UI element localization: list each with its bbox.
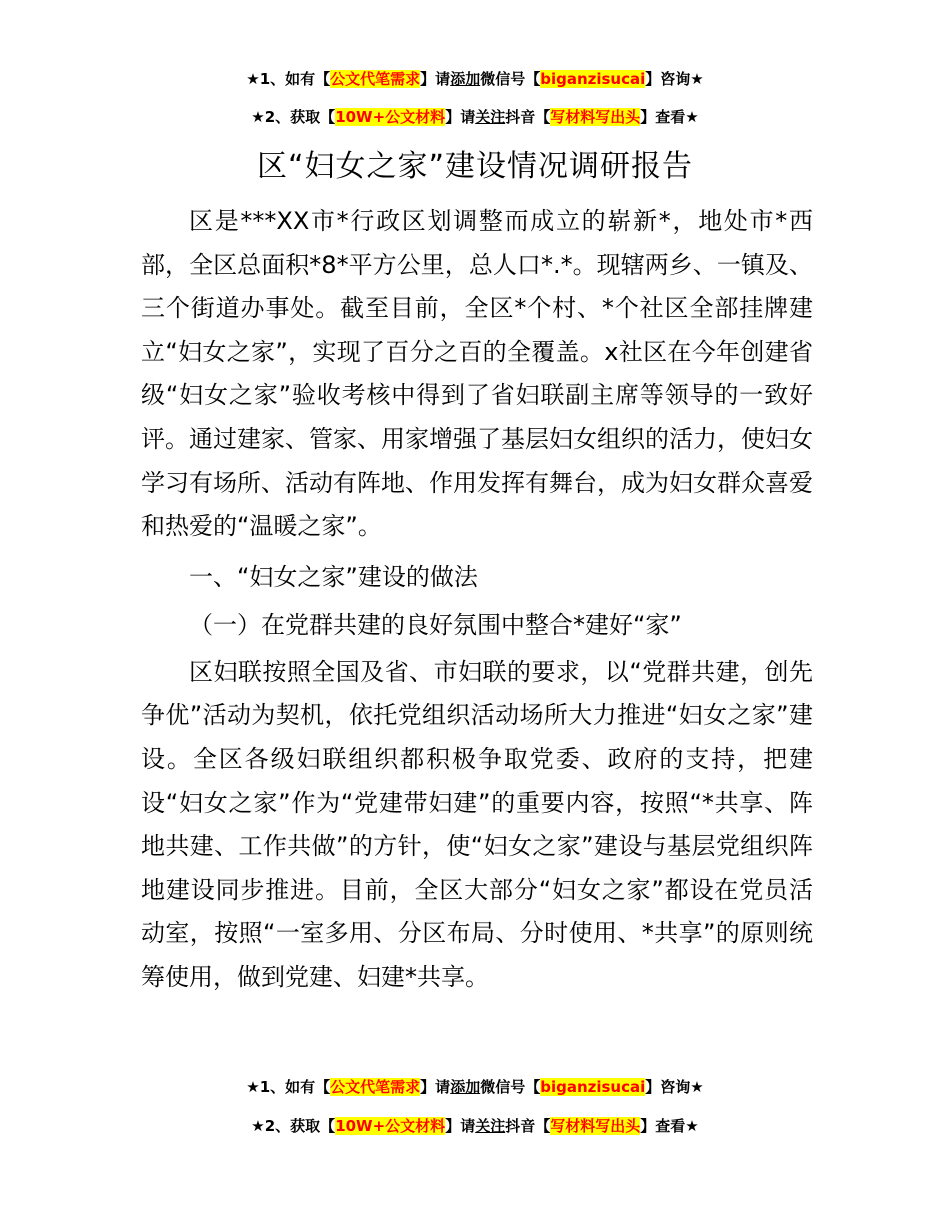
intro-paragraph: 区是***XX市*行政区划调整而成立的崭新*，地处市*西部，全区总面积*8*平方公里，总人口*.*。现辖两乡、一镇及、三个街道办事处。截至目前，全区*个村、*个社区全部挂牌建立“妇女之家”，实现了百分之百的全覆盖。x社区在今年创建省级“妇女之家”验收考核中得到了省妇联副主席等领导的一致好评。通过建家、管家、用家增强了基层妇女组织的活力，使妇女学习有场所、活动有阵地、作用发挥有舞台，成为妇女群众喜爱和热爱的“温暖之家”。 — [141, 207, 813, 541]
body-paragraph-2: 区妇联按照全国及省、市妇联的要求，以“党群共建，创先争优”活动为契机，依托党组织活动场所大力推进“妇女之家”建设。全区各级妇联组织都积极争取党委、政府的支持，把建设“妇女之家”作为“党建带妇建”的重要内容，按照“*共享、阵地共建、工作共做”的方针，使“妇女之家”建设与基层党组织阵地建设同步推进。目前，全区大部分“妇女之家”都设在党员活动室，按照“一室多用、分区布局、分时使用、*共享”的原则统筹使用，做到党建、妇建*共享。 — [141, 657, 813, 991]
promo-text: 】查看★ — [640, 108, 699, 126]
promo-text: 微信号【 — [480, 1078, 541, 1096]
promo-text: 抖音【 — [505, 1117, 551, 1135]
promo-text: 】请 — [420, 70, 451, 88]
section-heading-1: 一、“妇女之家”建设的做法 — [189, 562, 478, 591]
promo-text: ★1、如有【 — [246, 1078, 331, 1096]
highlight-materials: 10W+公文材料 — [335, 1117, 446, 1135]
highlight-materials: 10W+公文材料 — [335, 108, 446, 126]
promo-line-1-top — [0, 68, 950, 90]
highlight-wechat-id: biganzisucai — [540, 1078, 646, 1096]
promo-underlined: 添加 — [450, 70, 481, 88]
promo-text: 微信号【 — [480, 70, 541, 88]
promo-text: 】请 — [445, 108, 476, 126]
promo-text: 】咨询★ — [645, 70, 704, 88]
promo-underlined: 添加 — [450, 1078, 481, 1096]
promo-text: 抖音【 — [505, 108, 551, 126]
promo-text: 】请 — [420, 1078, 451, 1096]
promo-text: 】请 — [445, 1117, 476, 1135]
promo-text: 】咨询★ — [645, 1078, 704, 1096]
document-title: 区“妇女之家”建设情况调研报告 — [256, 149, 694, 184]
highlight-service: 公文代笔需求 — [330, 1078, 421, 1096]
highlight-service: 公文代笔需求 — [330, 70, 421, 88]
document-body — [141, 200, 813, 1000]
promo-text: ★2、获取【 — [251, 108, 336, 126]
promo-underlined: 关注 — [475, 108, 506, 126]
promo-line-2-top — [0, 106, 950, 128]
promo-underlined: 关注 — [475, 1117, 506, 1135]
promo-line-2-bottom — [0, 1115, 950, 1137]
highlight-douyin: 写材料写出头 — [550, 108, 641, 126]
promo-text: 】查看★ — [640, 1117, 699, 1135]
promo-text: ★2、获取【 — [251, 1117, 336, 1135]
subsection-heading-1: （一）在党群共建的良好氛围中整合*建好“家” — [189, 610, 682, 639]
highlight-douyin: 写材料写出头 — [550, 1117, 641, 1135]
promo-text: ★1、如有【 — [246, 70, 331, 88]
highlight-wechat-id: biganzisucai — [540, 70, 646, 88]
promo-line-1-bottom — [0, 1076, 950, 1098]
